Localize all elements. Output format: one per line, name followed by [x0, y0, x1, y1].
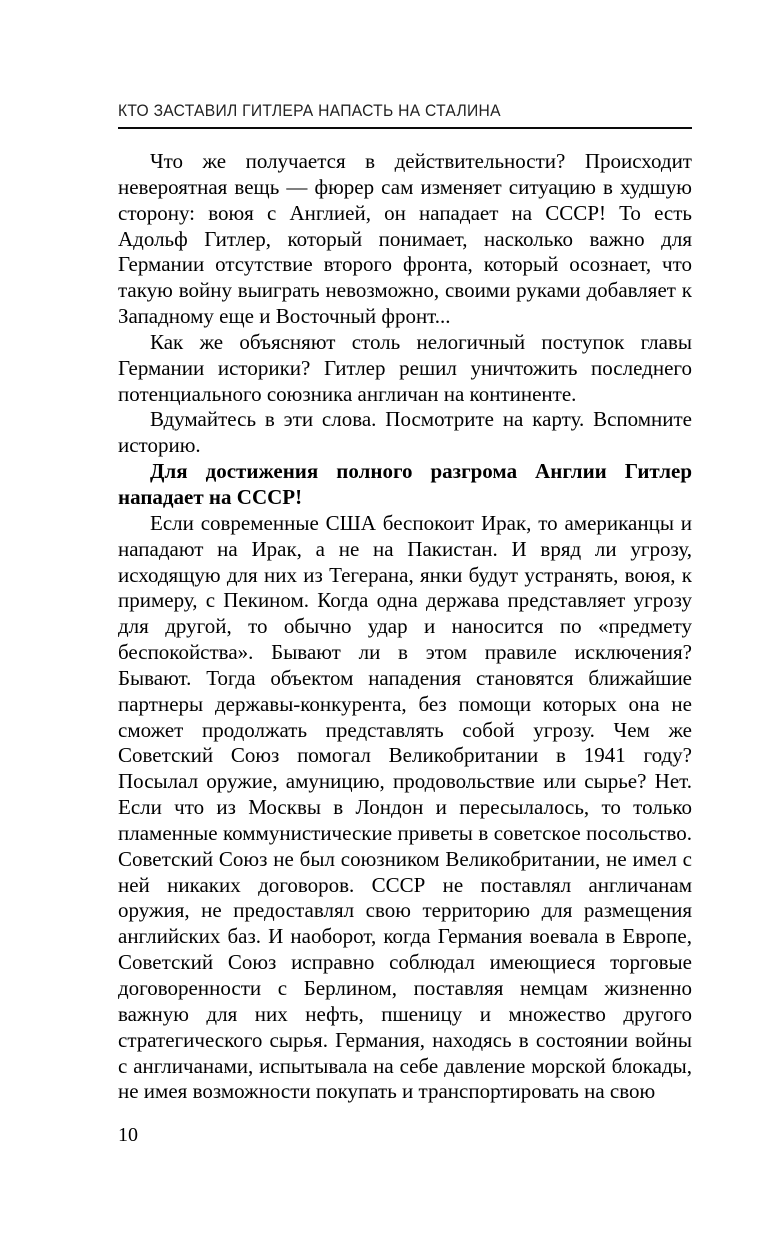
running-head: КТО ЗАСТАВИЛ ГИТЛЕРА НАПАСТЬ НА СТАЛИНА — [118, 101, 501, 120]
emphasis-paragraph: Для достижения полного разгрома Англии Гитлер нападает на СССР! — [118, 459, 692, 509]
page-number: 10 — [118, 1124, 138, 1146]
page-body — [118, 149, 692, 1105]
paragraph: Вдумайтесь в эти слова. Посмотрите на карту. Вспомните историю. — [118, 407, 692, 458]
paragraph: Как же объясняют столь нелогичный поступок главы Германии историки? Гитлер решил уничтожить последнего потенциального союзника англичан на континенте. — [118, 329, 692, 406]
paragraph: Что же получается в действительности? Происходит невероятная вещь — фюрер сам изменяет ситуацию в худшую сторону: воюя с Англией, он нападает на СССР! То есть Адольф Гитлер, который понимает, насколько важно для Германии отсутствие второго фронта, который осознает, что такую войну выиграть невозможно, своими руками добавляет к Западному еще и Восточный фронт... — [118, 149, 692, 329]
header-rule — [118, 127, 692, 129]
paragraph: Если современные США беспокоит Ирак, то американцы и нападают на Ирак, а не на Пакистан. И вряд ли угрозу, исходящую для них из Тегерана, янки будут устранять, воюя, к примеру, с Пекином. Когда одна держава представляет угрозу для другой, то обычно удар и наносится по «предмету беспокойства». Бывают ли в этом правиле исключения? Бывают. Тогда объектом нападения становятся ближайшие партнеры державы-конкурента, без помощи которых она не сможет продолжать представлять собой угрозу. Чем же Советский Союз помогал Великобритании в 1941 году? Посылал оружие, амуницию, продовольствие или сырье? Нет. Если что из Москвы в Лондон и пересылалось, то только пламенные коммунистические приветы в советское посольство. Советский Союз не был союзником Великобритании, не имел с ней никаких договоров. СССР не поставлял англичанам оружия, не предоставлял свою территорию для размещения английских баз. И наоборот, когда Германия воевала в Европе, Советский Союз исправно соблюдал имеющиеся торговые договоренности с Берлином, поставляя немцам жизненно важную для них нефть, пшеницу и множество другого стратегического сырья. Германия, находясь в состоянии войны с англичанами, испытывала на себе давление морской блокады, не имея возможности покупать и транспортировать на свою — [118, 510, 692, 1104]
